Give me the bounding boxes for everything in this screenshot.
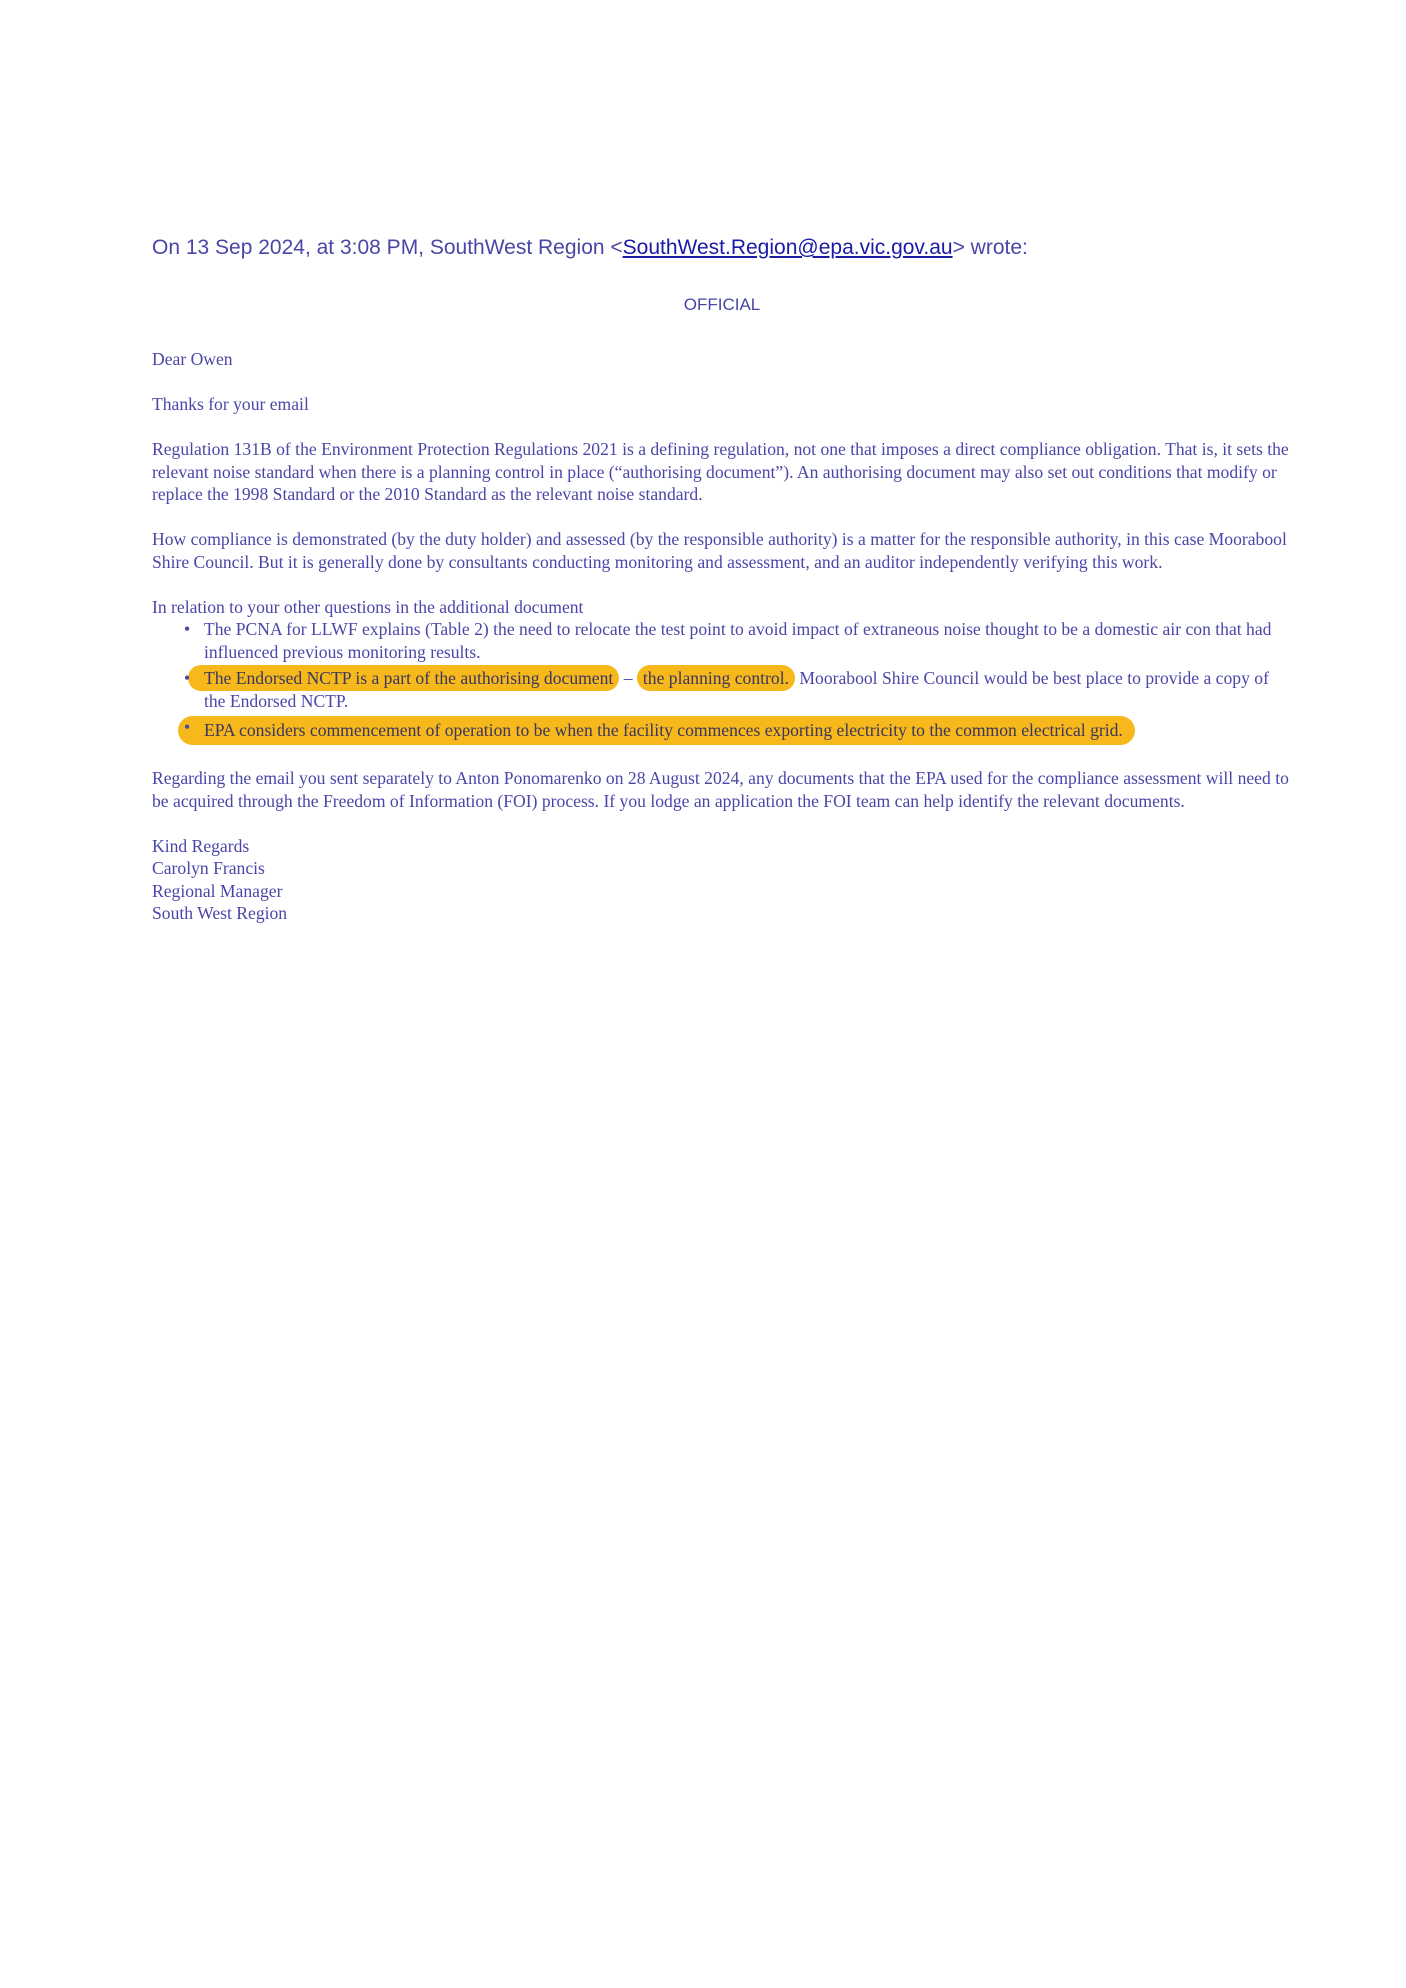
signature-title: Regional Manager: [152, 880, 283, 901]
list-item-dash: –: [619, 668, 637, 688]
bullet-icon: •: [184, 717, 191, 737]
highlighted-text: The Endorsed NCTP is a part of the authorising document: [188, 665, 619, 691]
sender-email-link[interactable]: SouthWest.Region@epa.vic.gov.au: [622, 236, 953, 259]
header-suffix: > wrote:: [952, 236, 1028, 259]
greeting: Dear Owen: [152, 349, 233, 369]
bullet-icon: •: [184, 668, 191, 688]
signature-region: South West Region: [152, 903, 288, 923]
signature-name: Carolyn Francis: [152, 858, 265, 878]
list-item: [184, 618, 1292, 663]
signature-closing: Kind Regards: [152, 835, 250, 856]
bullet-icon: •: [184, 619, 191, 639]
list-item: [184, 716, 1292, 745]
email-body: [152, 348, 1292, 925]
signature-block: [152, 835, 1292, 925]
highlighted-text: the planning control.: [637, 665, 795, 691]
classification-label: OFFICIAL: [683, 295, 761, 314]
thanks-line: Thanks for your email: [152, 394, 309, 414]
highlighted-text: EPA considers commencement of operation to be when the facility commences exporting electricity to the common electrical grid.: [178, 716, 1135, 745]
paragraph-regulation: Regulation 131B of the Environment Protection Regulations 2021 is a defining regulation, not one that imposes a direct compliance obligation. That is, it sets the relevant noise standard when there is a planning control in place (“authorising document”). An authorising document may also set out conditions that modify or replace the 1998 Standard or the 2010 Standard as the relevant noise standard.: [152, 439, 1289, 504]
email-reply-header: [152, 236, 1028, 260]
answers-list: [152, 618, 1292, 745]
list-item-text: Moorabool Shire Council would be best place to provide a copy of the Endorsed NCTP.: [204, 668, 1269, 711]
header-prefix: On 13 Sep 2024, at 3:08 PM, SouthWest Region <: [152, 236, 623, 259]
list-item-text: The PCNA for LLWF explains (Table 2) the need to relocate the test point to avoid impact of extraneous noise thought to be a domestic air con that had influenced previous monitoring results.: [204, 619, 1272, 662]
paragraph-compliance: How compliance is demonstrated (by the duty holder) and assessed (by the responsible authority) is a matter for the responsible authority, in this case Moorabool Shire Council. But it is generally done by consultants conducting monitoring and assessment, and an auditor independently verifying this work.: [152, 529, 1287, 572]
paragraph-foi: Regarding the email you sent separately to Anton Ponomarenko on 28 August 2024, any documents that the EPA used for the compliance assessment will need to be acquired through the Freedom of Information (FOI) process. If you lodge an application the FOI team can help identify the relevant documents.: [152, 768, 1289, 811]
list-item: [184, 667, 1292, 712]
list-intro: In relation to your other questions in the additional document: [152, 596, 584, 617]
